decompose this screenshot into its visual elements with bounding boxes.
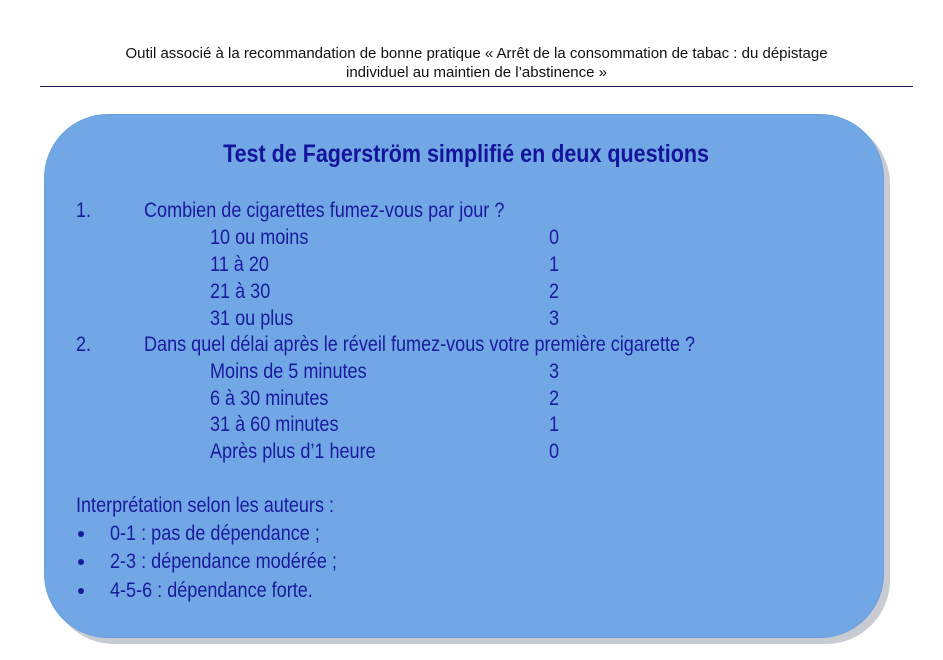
header-line-2: individuel au maintien de l’abstinence » bbox=[345, 64, 607, 81]
header-rule bbox=[40, 86, 913, 87]
header-line-1: Outil associé à la recommandation de bonne pratique « Arrêt de la consommation de tabac : du dépistage bbox=[125, 45, 828, 62]
document-header bbox=[40, 44, 913, 82]
q2-option-label: Moins de 5 minutes bbox=[210, 360, 367, 383]
bullet-dot-icon bbox=[78, 531, 84, 537]
q1-option-score: 0 bbox=[549, 226, 560, 249]
interpretation-item: 4-5-6 : dépendance forte. bbox=[110, 579, 313, 602]
q1-option-label: 10 ou moins bbox=[210, 226, 309, 249]
q2-option-label: 31 à 60 minutes bbox=[210, 413, 339, 436]
interpretation-item: 0-1 : pas de dépendance ; bbox=[110, 522, 320, 545]
q1-option-score: 1 bbox=[549, 253, 560, 276]
q1-option-label: 11 à 20 bbox=[210, 253, 269, 276]
question-2-number: 2. bbox=[76, 333, 92, 356]
panel-title: Test de Fagerström simplifié en deux questions bbox=[223, 140, 709, 168]
q2-option-score: 3 bbox=[549, 360, 560, 383]
q2-option-label: 6 à 30 minutes bbox=[210, 387, 329, 410]
q2-option-score: 0 bbox=[549, 440, 560, 463]
bullet-dot-icon bbox=[78, 559, 84, 565]
question-1-text: Combien de cigarettes fumez-vous par jour ? bbox=[144, 199, 505, 222]
q2-option-label: Après plus d’1 heure bbox=[210, 440, 376, 463]
q1-option-score: 3 bbox=[549, 307, 560, 330]
q2-option-score: 2 bbox=[549, 387, 560, 410]
question-1-number: 1. bbox=[76, 199, 92, 222]
q1-option-score: 2 bbox=[549, 280, 560, 303]
interpretation-item: 2-3 : dépendance modérée ; bbox=[110, 550, 337, 573]
q1-option-label: 21 à 30 bbox=[210, 280, 271, 303]
q2-option-score: 1 bbox=[549, 413, 560, 436]
interpretation-heading: Interprétation selon les auteurs : bbox=[76, 494, 335, 517]
bullet-dot-icon bbox=[78, 588, 84, 594]
question-2-text: Dans quel délai après le réveil fumez-vous votre première cigarette ? bbox=[144, 333, 696, 356]
q1-option-label: 31 ou plus bbox=[210, 307, 294, 330]
